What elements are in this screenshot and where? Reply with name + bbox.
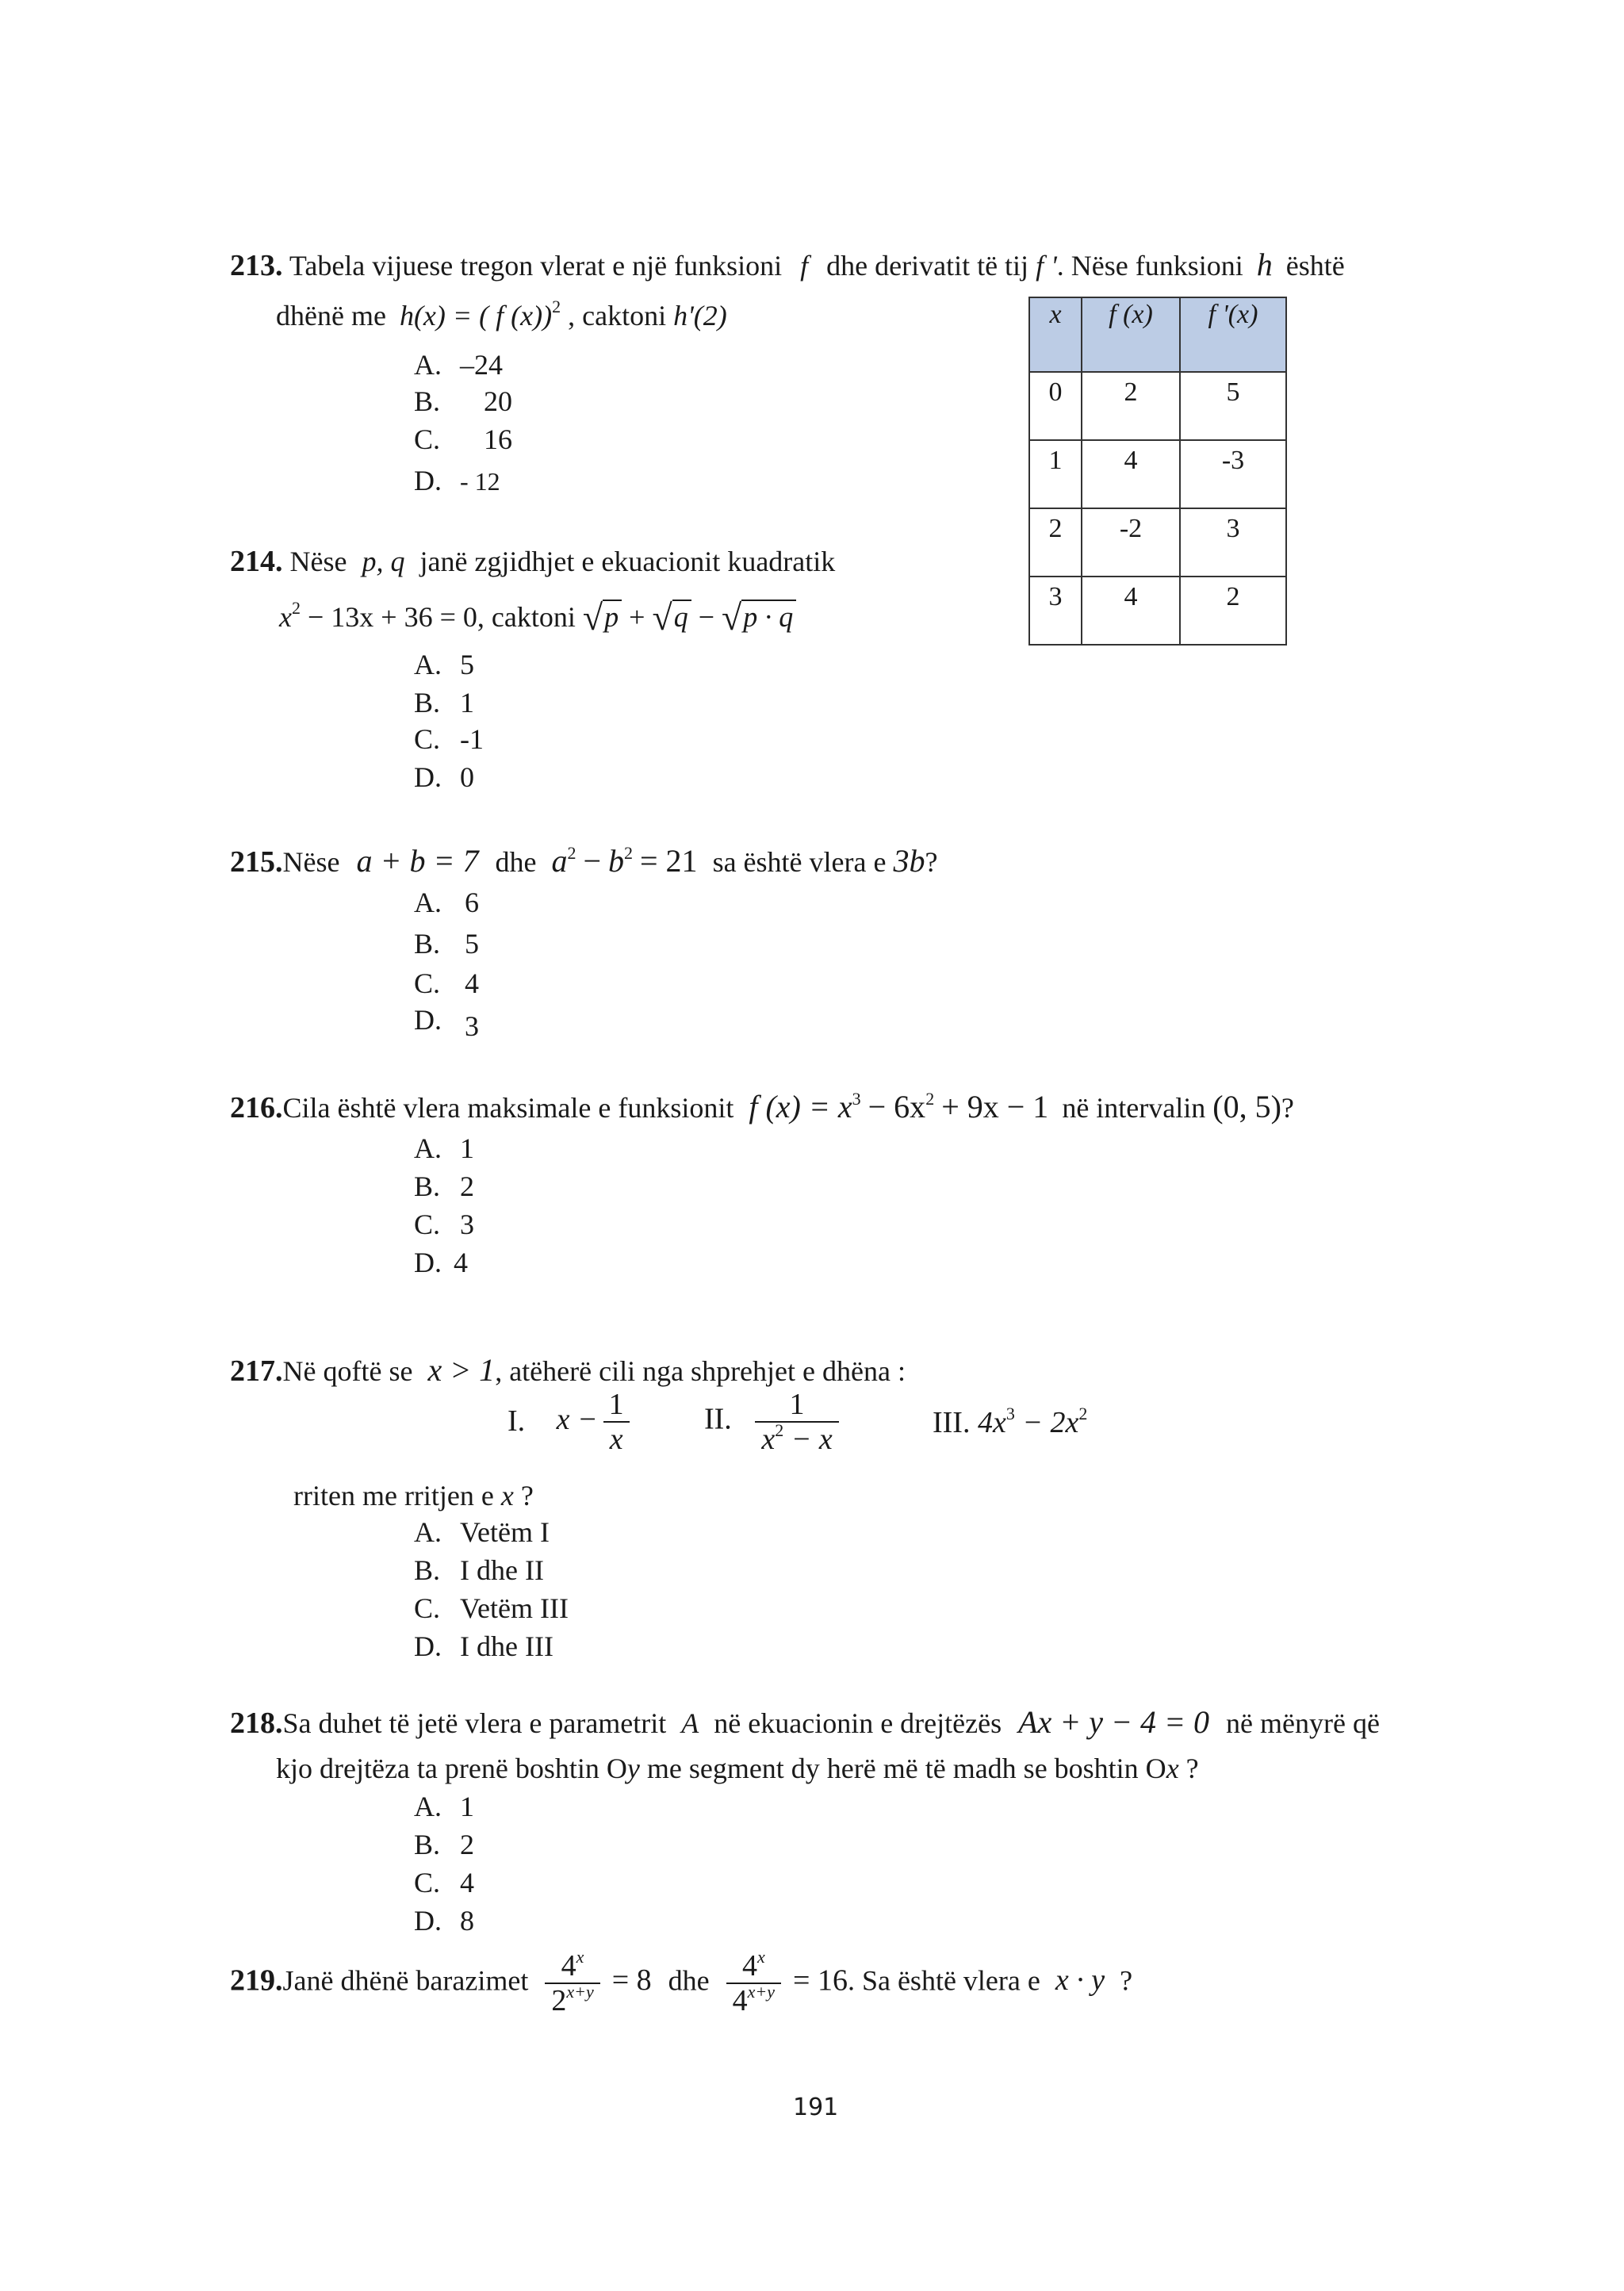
- q217-option-a[interactable]: A. Vetëm I: [414, 1516, 550, 1548]
- table-cell: 2: [1082, 372, 1180, 440]
- q219-fraction-2: $\frac{4^x}{4^{x+y}}$: [726, 1949, 781, 2017]
- q214-option-a[interactable]: A. 5: [414, 649, 474, 680]
- q217-option-d[interactable]: D. I dhe III: [414, 1630, 553, 1662]
- table-cell: 2: [1180, 577, 1286, 645]
- q214-option-b[interactable]: B. 1: [414, 687, 474, 718]
- table-header-cell: f '(x): [1180, 297, 1286, 372]
- q214-option-d[interactable]: D. 0: [414, 761, 474, 793]
- q215-option-a[interactable]: A. 6: [414, 887, 479, 918]
- q218-option-a[interactable]: A. 1: [414, 1791, 474, 1822]
- table-row: [1029, 372, 1286, 440]
- q219-number: 219.: [230, 1963, 283, 1998]
- table-cell: -3: [1180, 440, 1286, 508]
- q213-option-a[interactable]: A. –24: [414, 349, 503, 381]
- q215-line1: 215.Nëse a + b = 7 dhe $a^2 - b^2 = 21$ sa është vlera e 3b?: [230, 843, 938, 879]
- table-header-cell: x: [1029, 297, 1082, 372]
- q213-option-d[interactable]: D. - 12: [414, 465, 500, 496]
- q218-line2: kjo drejtëza ta prenë boshtin Oy me segment dy herë më të madh se boshtin Ox ?: [276, 1753, 1199, 1784]
- q216-option-a[interactable]: A. 1: [414, 1132, 474, 1164]
- table-row: [1029, 440, 1286, 508]
- q218-line1: 218.Sa duhet të jetë vlera e parametrit A në ekuacionin e drejtëzës Ax + y − 4 = 0 në mënyrë që: [230, 1704, 1380, 1740]
- q214-line1: 214. Nëse p, q janë zgjidhjet e ekuacionit kuadratik: [230, 545, 836, 578]
- q217-expression-2: II. $\frac{1}{x^2 - x}$: [704, 1388, 844, 1456]
- q213-option-c[interactable]: C. 16: [414, 423, 512, 455]
- q218-option-b[interactable]: B. 2: [414, 1829, 474, 1860]
- q217-line1: 217.Në qoftë se x > 1, atëherë cili nga shprehjet e dhëna :: [230, 1352, 906, 1388]
- q218-option-c[interactable]: C. 4: [414, 1867, 474, 1898]
- q218-number: 218.: [230, 1707, 283, 1740]
- q213-line1: 213. Tabela vijuese tregon vlerat e një funksioni f dhe derivatit të tij f '. Nëse funksioni h është: [230, 247, 1345, 282]
- q216-number: 216.: [230, 1091, 283, 1124]
- sqrt-icon: √: [652, 597, 672, 638]
- q213-number: 213.: [230, 249, 283, 282]
- q217-option-c[interactable]: C. Vetëm III: [414, 1592, 569, 1624]
- function-values-table: [1028, 297, 1287, 646]
- page-number: 191: [793, 2094, 839, 2121]
- q217-expression-3: III. $4x^3 - 2x^2$: [933, 1404, 1088, 1439]
- table-cell: 1: [1029, 440, 1082, 508]
- q216-line1: 216.Cila është vlera maksimale e funksionit f $(x) = x^3 - 6x^2 + 9x - 1$ në intervalin (0, 5)?: [230, 1089, 1294, 1124]
- q217-number: 217.: [230, 1354, 283, 1388]
- q216-option-c[interactable]: C. 3: [414, 1209, 474, 1240]
- sqrt-icon: √: [722, 597, 742, 638]
- table-header-cell: f (x): [1082, 297, 1180, 372]
- q219-line1: 219.Janë dhënë barazimet $\frac{4^x}{2^{x+y}}$ = 8 dhe $\frac{4^x}{4^{x+y}}$ = 16. Sa është vlera e x · y ?: [230, 1947, 1133, 2017]
- table-cell: 5: [1180, 372, 1286, 440]
- q213-h-formula: h(x) = ( f (x)): [399, 300, 553, 331]
- table-row: [1029, 577, 1286, 645]
- q215-number: 215.: [230, 845, 283, 879]
- table-cell: 0: [1029, 372, 1082, 440]
- q215-option-c[interactable]: C. 4: [414, 967, 479, 999]
- table-cell: 3: [1029, 577, 1082, 645]
- q216-option-b[interactable]: B. 2: [414, 1170, 474, 1202]
- table-cell: 4: [1082, 577, 1180, 645]
- q217-option-b[interactable]: B. I dhe II: [414, 1554, 544, 1586]
- q217-line3: rriten me rritjen e x ?: [293, 1480, 534, 1511]
- q216-option-d[interactable]: D. 4: [414, 1247, 468, 1278]
- q214-line2: $x^2 - 13x + 36 = 0$, caktoni √p + √q − √p · q: [279, 600, 796, 634]
- q215-option-b[interactable]: B. 5: [414, 928, 479, 960]
- q219-fraction-1: $\frac{4^x}{2^{x+y}}$: [545, 1949, 599, 2017]
- q215-option-d[interactable]: D. 3: [414, 1004, 479, 1042]
- table-header-row: [1029, 297, 1286, 372]
- table-cell: 4: [1082, 440, 1180, 508]
- table-cell: 2: [1029, 508, 1082, 577]
- sqrt-icon: √: [582, 597, 603, 638]
- q213-line2: dhënë me h(x) = ( f (x))$^2$ , caktoni h'(2): [276, 297, 727, 331]
- table-row: [1029, 508, 1286, 577]
- table-cell: -2: [1082, 508, 1180, 577]
- table-cell: 3: [1180, 508, 1286, 577]
- q214-option-c[interactable]: C. -1: [414, 723, 484, 755]
- q214-number: 214.: [230, 545, 283, 578]
- q218-option-d[interactable]: D. 8: [414, 1905, 474, 1937]
- q217-expression-1: I. x − $\frac{1}{x}$: [508, 1388, 635, 1456]
- q213-option-b[interactable]: B. 20: [414, 385, 512, 417]
